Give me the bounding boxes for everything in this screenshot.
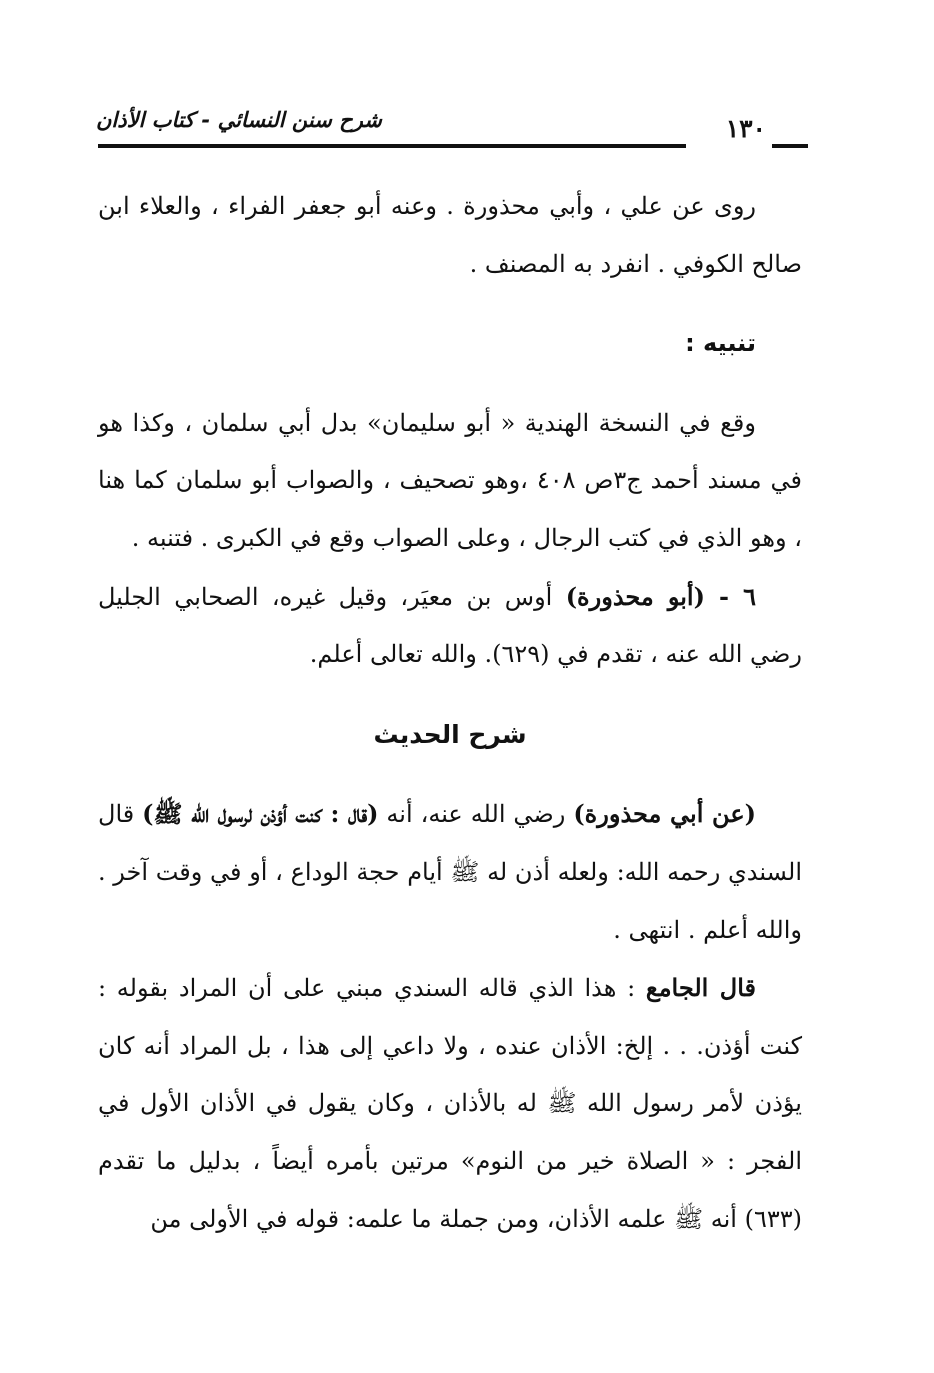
hadith-quote-1: (عن أبي محذورة): [573, 799, 756, 829]
hadith-paragraph: [98, 785, 802, 959]
page-number: ١٣٠: [725, 114, 766, 143]
narrator-name: ٦ - (أبو محذورة): [565, 581, 756, 611]
note-heading: تنبيه :: [685, 329, 756, 358]
page-body: [98, 178, 802, 1248]
page-header: [96, 100, 808, 158]
note-heading-line: [98, 315, 802, 373]
hadith-quote-2: (قال : كنت أؤذن لرسول الله ﷺ): [142, 799, 379, 829]
header-rule-short: [772, 144, 808, 148]
running-title: شرح سنن النسائي - كتاب الأذان: [96, 108, 382, 132]
header-rule: [98, 144, 686, 148]
section-title: شرح الحديث: [373, 719, 527, 749]
hadith-connector: رضي الله عنه، أنه: [378, 800, 574, 829]
compiler-paragraph: [98, 959, 802, 1248]
hadith-commentary: قال السندي رحمه الله: ولعله أذن له ﷺ أيام حجة الوداع ، أو في وقت آخر . والله أعلم . انتهى .: [98, 800, 802, 944]
narrator-paragraph: روى عن علي ، وأبي محذورة . وعنه أبو جعفر الفراء ، والعلاء ابن صالح الكوفي . انفرد به المصنف .: [98, 192, 802, 278]
narrator-six-paragraph: [98, 568, 802, 684]
compiler-label: قال الجامع: [645, 973, 756, 1003]
narrator-details: أوس بن معيَر، وقيل غيره، الصحابي الجليل رضي الله عنه ، تقدم في (٦٢٩). والله تعالى أعلم.: [98, 582, 802, 669]
note-paragraph: وقع في النسخة الهندية « أبو سليمان» بدل أبي سلمان ، وكذا هو في مسند أحمد ج٣ص ٤٠٨ ،وهو تصحيف ، والصواب أبو سلمان كما هنا ، وهو الذي في كتب الرجال ، وعلى الصواب وقع في الكبرى . فتنبه .: [98, 408, 802, 552]
compiler-commentary: : هذا الذي قاله السندي مبني على أن المراد بقوله : كنت أؤذن. . . إلخ: الأذان عنده ، ولا داعي إلى هذا ، بل المراد أنه كان يؤذن لأمر رسول الله ﷺ له بالأذان ، وكان يقول في الأذان الأول في الفجر : « الصلاة خير من النوم» مرتين بأمره أيضاً ، بدليل ما تقدم (٦٣٣) أنه ﷺ علمه الأذان، ومن جملة ما علمه: قوله في الأولى من: [98, 974, 802, 1233]
